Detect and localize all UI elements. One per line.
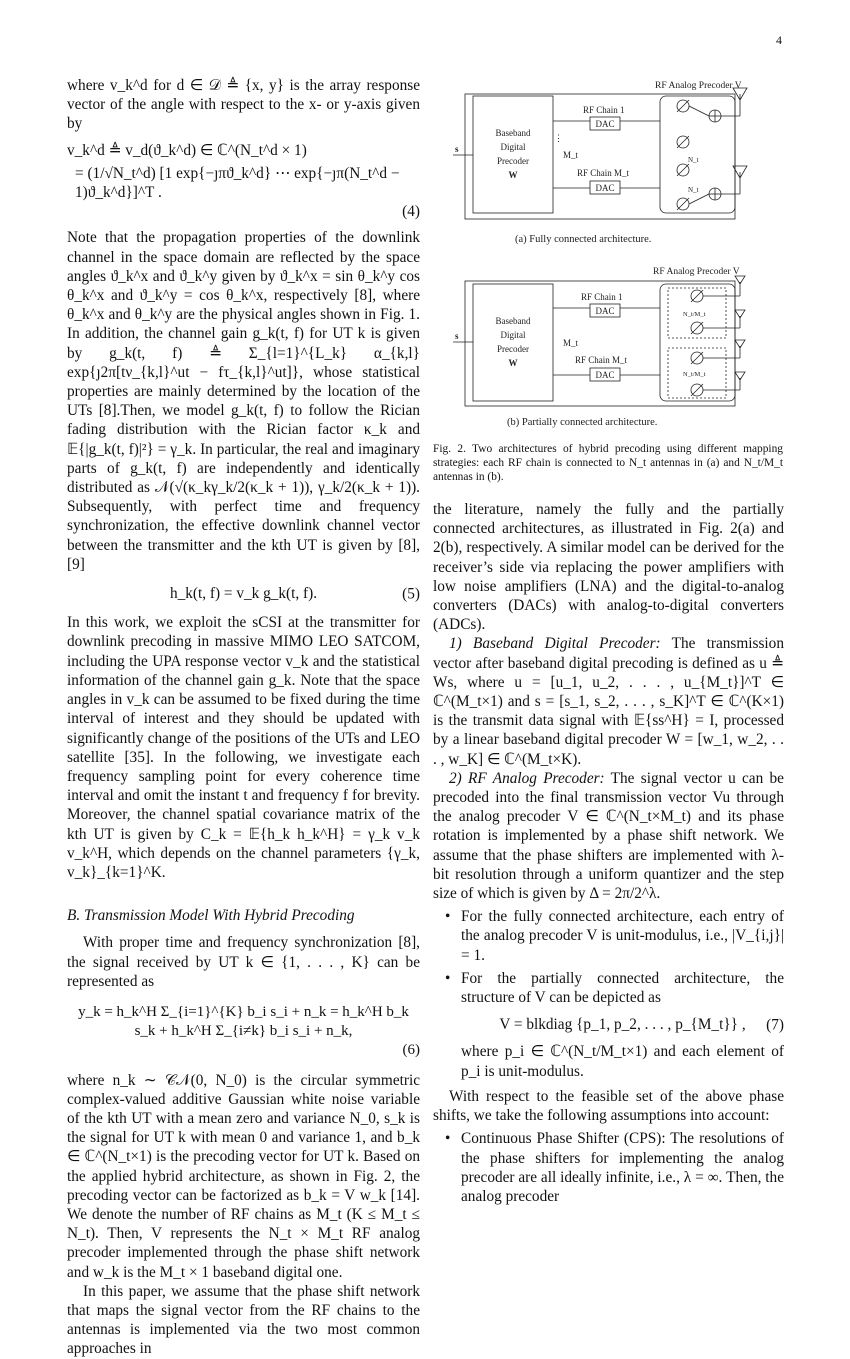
- paragraph-signal: With proper time and frequency synchronization [8], the signal received by UT k ∈ {1, . . . , K} can be represented as: [67, 934, 420, 990]
- fig-b-title: RF Analog Precoder V: [653, 267, 740, 277]
- fig-b-dac-1: DAC: [595, 306, 615, 316]
- fig-b-baseband-l4: W: [508, 358, 518, 368]
- fig-a-rf-chain-m: RF Chain M_t: [577, 168, 630, 178]
- fig-a-baseband-l2: Digital: [500, 142, 526, 152]
- equation-6-body: y_k = h_k^H Σ_{i=1}^{K} b_i s_i + n_k = h_k^H b_k s_k + h_k^H Σ_{i≠k} b_i s_i + n_k,: [78, 1003, 409, 1040]
- paragraph-architectures: the literature, namely the fully and the partially connected architectures, as illustrated in Fig. 2(a) and 2(b), respectively. A similar model can be derived for the receiver’s side via replacing the power amplifiers with low noise amplifiers (LNA) and the digital-to-analog converters (DACs) with analog-to-digital converters (ADCs).: [433, 501, 784, 634]
- bullet-fully-connected: • For the fully connected architecture, each entry of the analog precoder V is unit-modulus, i.e., |V_{i,j}| = 1.: [433, 907, 784, 965]
- bullet-partially-tail: where p_i ∈ ℂ^(N_t/M_t×1) and each element of p_i is unit-modulus.: [461, 1043, 784, 1080]
- left-column: [67, 76, 420, 1359]
- figure-2a: [453, 81, 747, 245]
- paragraph-channel: Note that the propagation properties of the downlink channel in the space domain are reflected by the space angles ϑ_k^x and ϑ_k^y given by ϑ_k^x = sin θ_k^y cos θ_k^x and ϑ_k^y = cos θ_k^x, respectively [8], where θ_k^x and θ_k^y are the physical angles shown in Fig. 1. In addition, the channel gain g_k(t, f) for UT k is given by g_k(t, f) ≜ Σ_{l=1}^{L_k} α_{k,l} exp{ȷ2π[tν_{k,l}^ut − fτ_{k,l}^ut]}, whose statistical properties are mainly determined by the location of the UTs [8].Then, we model g_k(t, f) to follow the Rician fading distribution with the Rician factor κ_k and 𝔼{|g_k(t, f)|²} = γ_k. In particular, the real and imaginary parts of g_k(t, f) are independently and identically distributed as 𝒩(√(κ_kγ_k/2(κ_k + 1)), γ_k/2(κ_k + 1)). Subsequently, with perfect time and frequency synchronization, the effective downlink channel vector between the transmitter and the kth UT is given by [8], [9]: [67, 229, 420, 573]
- equation-6-number: (6): [402, 1042, 420, 1059]
- paragraph-scsi: In this work, we exploit the sCSI at the transmitter for downlink precoding in massive MIMO LEO SATCOM, including the UPA response vector v_k and the statistical information of the channel gain g_k. Note that the space angles in v_k can be assumed to be fixed during the time interval of interest and they should be updated with significantly change of the positions of the UTs and LEO satellite [35]. In the following, we investigate each frequency sampling point for every coherence time interval and omit the instant t and frequency f for brevity. Moreover, the channel spatial covariance matrix of the kth UT is given by C_k = 𝔼{h_k h_k^H} = γ_k v_k v_k^H, which depends on the channel parameters {γ_k, v_k}_{k=1}^K.: [67, 614, 420, 881]
- figure-2-caption: Fig. 2. Two architectures of hybrid precoding using different mapping strategies: each RF chain is connected to N_t antennas in (a) and N_t/M_t antennas in (b).: [433, 443, 783, 484]
- bullet-cps: • Continuous Phase Shifter (CPS): The resolutions of the phase shifters for implementing the analog precoder are all ideally infinite, i.e., λ = ∞. Then, the analog precoder: [433, 1129, 784, 1206]
- fig-a-dac-2: DAC: [595, 183, 615, 193]
- equation-4-line2: = (1/√N_t^d) [1 exp{−ȷπϑ_k^d} ⋯ exp{−ȷπ(N_t^d − 1)ϑ_k^d}]^T .: [75, 164, 400, 202]
- fig-a-baseband-l1: Baseband: [495, 128, 531, 138]
- equation-7: [433, 1015, 784, 1034]
- fig-a-baseband-l3: Precoder: [497, 156, 529, 166]
- equation-4: [67, 141, 420, 222]
- fig-b-input-label: s: [455, 331, 459, 341]
- fig-b-baseband-l2: Digital: [500, 330, 526, 340]
- fig-b-ntmt-2: N_t/M_t: [683, 371, 706, 378]
- figure-2b: [453, 267, 745, 428]
- fig-b-ntmt-1: N_t/M_t: [683, 311, 706, 318]
- paragraph-phase-network: In this paper, we assume that the phase shift network that maps the signal vector from the RF chains to the antennas is implemented via the two most common approaches in: [67, 1282, 420, 1358]
- bullet-partially-connected: • For the partially connected architecture, the structure of V can be depicted as: [433, 969, 784, 1007]
- equation-6: [67, 1003, 420, 1061]
- fig-a-input-label: s: [455, 144, 459, 154]
- fig-a-dac-1: DAC: [595, 119, 615, 129]
- fig-a-rf-chain-1: RF Chain 1: [583, 105, 625, 115]
- fig-b-rf-chain-m: RF Chain M_t: [575, 355, 628, 365]
- paragraph-noise: where n_k ∼ 𝒞𝒩(0, N_0) is the circular symmetric complex-valued additive Gaussian white noise variable of the kth UT with a mean zero and variance N_0, s_k is the signal for UT k with mean 0 and variance 1, and b_k ∈ ℂ^(N_t×1) is the precoding vector for UT k. Based on the applied hybrid architecture, as shown in Fig. 2, the precoding vector can be factorized as b_k = V w_k [14]. We denote the number of RF chains as M_t (K ≤ M_t ≤ N_t). Then, V represents the N_t × M_t RF analog precoder implemented through the phase shift network and w_k is the M_t × 1 baseband digital one.: [67, 1071, 420, 1281]
- equation-4-line1: v_k^d ≜ v_d(ϑ_k^d) ∈ ℂ^(N_t^d × 1): [67, 141, 307, 159]
- equation-5-body: h_k(t, f) = v_k g_k(t, f).: [169, 585, 318, 603]
- fig-b-dac-2: DAC: [595, 370, 615, 380]
- fig-a-baseband-box: [473, 96, 553, 213]
- paragraph-baseband: [433, 634, 784, 768]
- paragraph-baseband-body: The transmission vector after baseband digital precoding is defined as u ≜ Ws, where u = [u_1, u_2, . . . , u_{M_t}]^T ∈ ℂ^(M_t×1) and s = [s_1, s_2, . . . , s_K]^T ∈ ℂ^(K×1) is the transmit data signal with 𝔼{ss^H} = I, processed by a linear baseband digital precoder W = [w_1, w_2, . . . , w_K] ∈ ℂ^(M_t×K).: [433, 635, 784, 768]
- fig-a-baseband-l4: W: [508, 170, 518, 180]
- fig-b-mt: M_t: [563, 338, 579, 348]
- fig-b-rf-chain-1: RF Chain 1: [581, 292, 623, 302]
- section-heading-b: B. Transmission Model With Hybrid Precoding: [67, 907, 355, 925]
- paragraph-rf-analog-body: The signal vector u can be precoded into the final transmission vector Vu through the analog precoder V ∈ ℂ^(N_t×M_t) and its phase rotation is implemented by a phase shift network. We assume that the phase shifters are implemented with λ-bit resolution through a uniform quantizer and the step size of which is given by Δ = 2π/2^λ.: [433, 769, 784, 903]
- paragraph-rf-analog: [433, 769, 784, 903]
- fig-b-baseband-l1: Baseband: [495, 316, 531, 326]
- equation-7-body: V = blkdiag {p_1, p_2, . . . , p_{M_t}} ,: [499, 1016, 746, 1034]
- fig-b-baseband-box: [473, 284, 553, 401]
- page-number: 4: [776, 33, 782, 47]
- fig-b-baseband-l3: Precoder: [497, 344, 529, 354]
- right-column: [433, 500, 784, 1210]
- svg-text:⋮: ⋮: [554, 133, 563, 143]
- fig-a-title: RF Analog Precoder V: [655, 81, 742, 91]
- subheading-rf-analog: 2) RF Analog Precoder:: [449, 769, 605, 787]
- figure-2: [435, 76, 790, 431]
- fig-a-nt-2: N_t: [688, 186, 699, 194]
- equation-5: [67, 584, 420, 603]
- equation-5-number: (5): [402, 585, 420, 603]
- fig-a-nt-1: N_t: [688, 156, 699, 164]
- equation-7-number: (7): [766, 1016, 784, 1034]
- subheading-baseband: 1) Baseband Digital Precoder:: [449, 635, 661, 653]
- fig-a-caption: (a) Fully connected architecture.: [515, 234, 652, 245]
- equation-4-number: (4): [402, 203, 420, 221]
- fig-b-caption: (b) Partially connected architecture.: [507, 417, 658, 428]
- paragraph-intro: where v_k^d for d ∈ 𝒟 ≜ {x, y} is the array response vector of the angle with respect to the x- or y-axis given by: [67, 77, 420, 133]
- paragraph-feasible-set: With respect to the feasible set of the above phase shifts, we take the following assumptions into account:: [433, 1087, 784, 1125]
- fig-a-mt: M_t: [563, 150, 579, 160]
